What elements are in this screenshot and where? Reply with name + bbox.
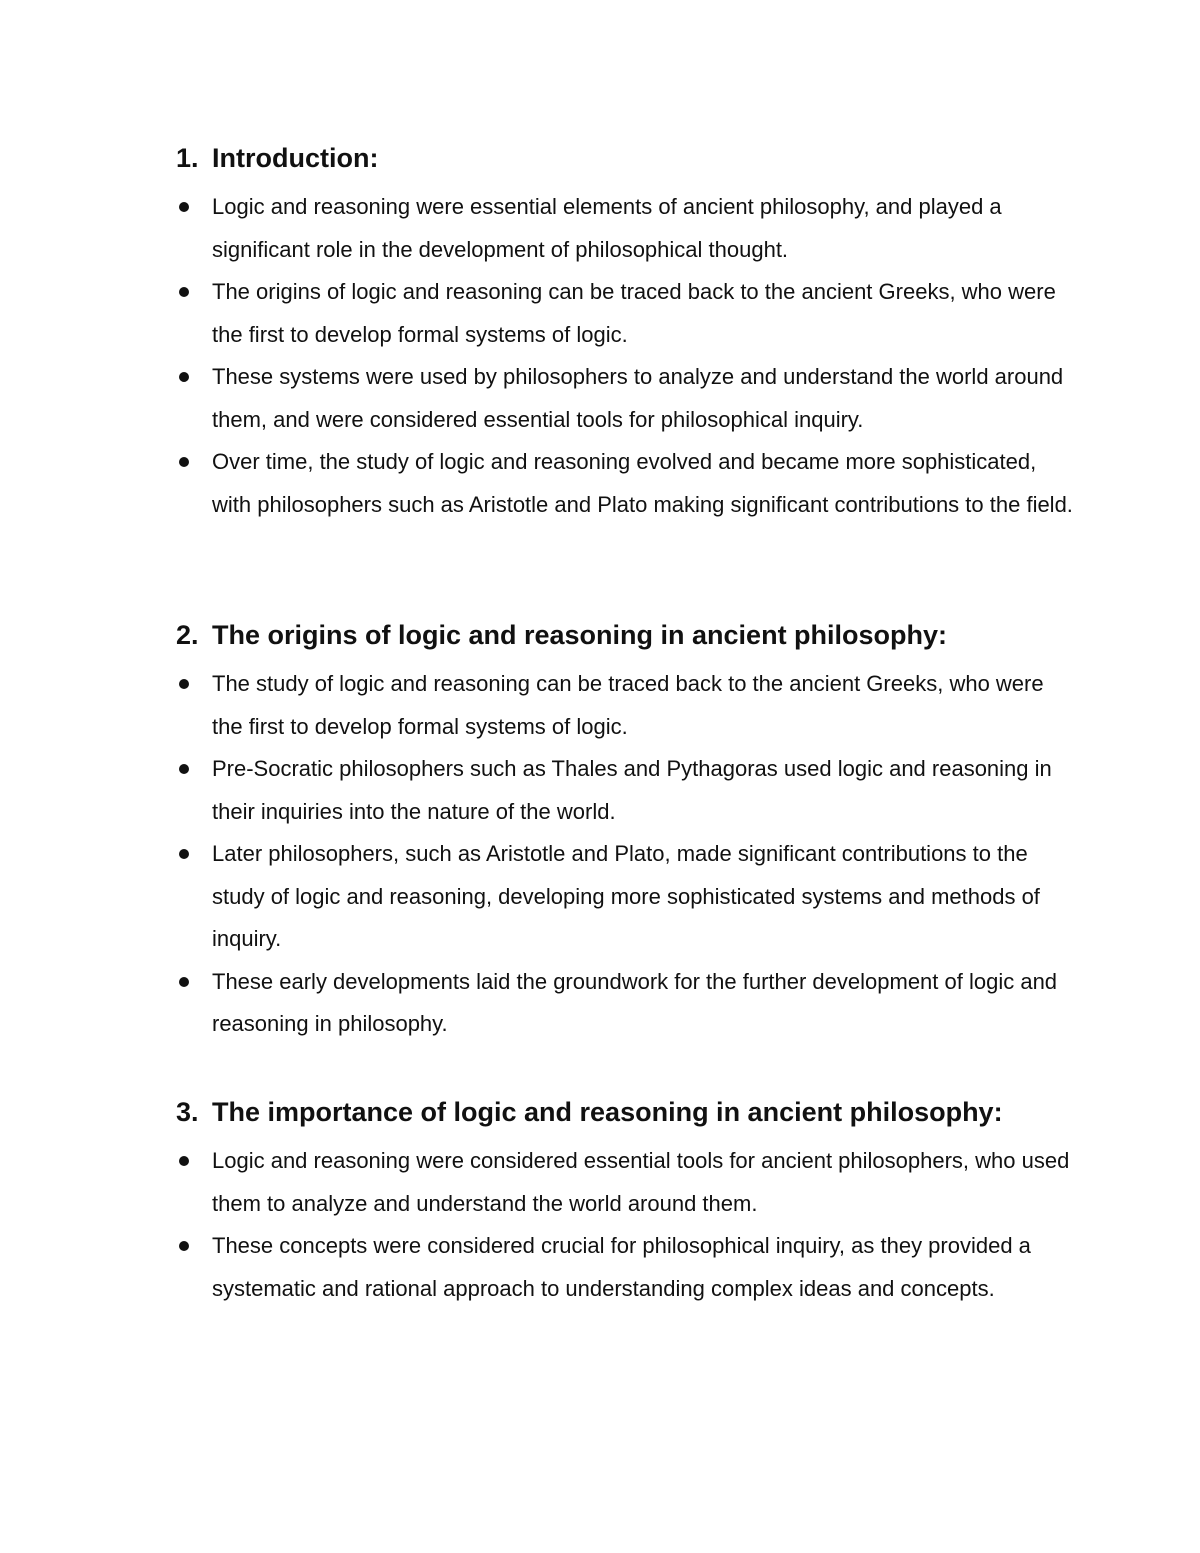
list-item-text: Pre-Socratic philosophers such as Thales and Pythagoras used logic and reasoning in their inquiries into the nature of the world. — [212, 756, 1052, 824]
section-number: 2. — [176, 620, 199, 650]
list-item-text: These concepts were considered crucial for philosophical inquiry, as they provided a systematic and rational approach to understanding complex ideas and concepts. — [212, 1233, 1031, 1301]
bullet-list — [176, 663, 1076, 1046]
section-number: 3. — [176, 1097, 199, 1127]
list-item — [176, 441, 1076, 526]
bullet-list — [176, 1140, 1076, 1310]
list-item — [176, 186, 1076, 271]
section-number: 1. — [176, 143, 199, 173]
list-item-text: The origins of logic and reasoning can be traced back to the ancient Greeks, who were the first to develop formal systems of logic. — [212, 279, 1056, 347]
bullet-icon — [179, 372, 189, 382]
list-item — [176, 961, 1076, 1046]
list-item — [176, 1140, 1076, 1225]
section-title: The importance of logic and reasoning in ancient philosophy: — [212, 1097, 1003, 1127]
section-heading — [176, 617, 1076, 653]
bullet-icon — [179, 1156, 189, 1166]
bullet-icon — [179, 457, 189, 467]
bullet-icon — [179, 287, 189, 297]
list-item — [176, 271, 1076, 356]
list-item — [176, 663, 1076, 748]
list-item-text: Over time, the study of logic and reasoning evolved and became more sophisticated, with philosophers such as Aristotle and Plato making significant contributions to the field. — [212, 449, 1073, 517]
list-item-text: Logic and reasoning were considered essential tools for ancient philosophers, who used them to analyze and understand the world around them. — [212, 1148, 1070, 1216]
bullet-list — [176, 186, 1076, 526]
bullet-icon — [179, 849, 189, 859]
section-origins — [176, 617, 1076, 1046]
list-item-text: The study of logic and reasoning can be traced back to the ancient Greeks, who were the first to develop formal systems of logic. — [212, 671, 1044, 739]
list-item-text: These systems were used by philosophers to analyze and understand the world around them, and were considered essential tools for philosophical inquiry. — [212, 364, 1064, 432]
section-introduction — [176, 140, 1076, 526]
list-item-text: These early developments laid the groundwork for the further development of logic and reasoning in philosophy. — [212, 968, 1058, 1036]
list-item — [176, 748, 1076, 833]
list-item — [176, 1225, 1076, 1310]
bullet-icon — [179, 977, 189, 987]
list-item-text: Logic and reasoning were essential elements of ancient philosophy, and played a significant role in the development of philosophical thought. — [212, 194, 1002, 262]
list-item — [176, 833, 1076, 961]
section-heading — [176, 140, 1076, 176]
bullet-icon — [179, 1241, 189, 1251]
section-heading — [176, 1094, 1076, 1130]
section-importance — [176, 1094, 1076, 1310]
section-title: Introduction: — [212, 143, 379, 173]
bullet-icon — [179, 202, 189, 212]
list-item — [176, 356, 1076, 441]
bullet-icon — [179, 679, 189, 689]
bullet-icon — [179, 764, 189, 774]
list-item-text: Later philosophers, such as Aristotle and Plato, made significant contributions to the study of logic and reasoning, developing more sophisticated systems and methods of inquiry. — [212, 841, 1040, 951]
section-title: The origins of logic and reasoning in ancient philosophy: — [212, 620, 948, 650]
